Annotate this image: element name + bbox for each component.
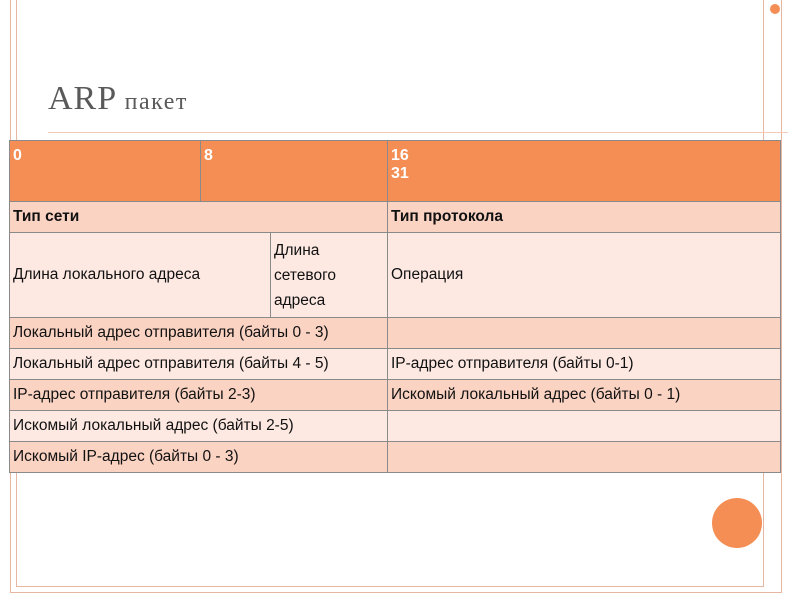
table-row	[10, 202, 781, 233]
cell-sender-ip-2-3: IP-адрес отправителя (байты 2-3)	[10, 380, 388, 411]
header-bit-31: 31	[391, 165, 409, 182]
header-bit-16: 16	[391, 147, 409, 164]
decorative-circle	[712, 498, 762, 548]
cell-network-type: Тип сети	[10, 202, 388, 233]
cell-empty	[388, 318, 781, 349]
table-row	[10, 442, 781, 473]
cell-sender-ip-0-1: IP-адрес отправителя (байты 0-1)	[388, 349, 781, 380]
decorative-dot-small	[770, 4, 780, 14]
title-divider	[48, 132, 788, 133]
header-row	[10, 141, 781, 202]
cell-sender-local-address-4-5: Локальный адрес отправителя (байты 4 - 5)	[10, 349, 388, 380]
table-row	[10, 411, 781, 442]
table-row	[10, 380, 781, 411]
table-row	[10, 233, 781, 318]
cell-sender-local-address-0-3: Локальный адрес отправителя (байты 0 - 3)	[10, 318, 388, 349]
table-row	[10, 349, 781, 380]
header-cell-16-31	[388, 141, 781, 202]
slide-title-main: ARP	[48, 80, 118, 117]
cell-target-local-address-0-1: Искомый локальный адрес (байты 0 - 1)	[388, 380, 781, 411]
cell-target-local-address-2-5: Искомый локальный адрес (байты 2-5)	[10, 411, 388, 442]
cell-operation: Операция	[388, 233, 781, 318]
header-cell-8: 8	[201, 141, 388, 202]
cell-protocol-type: Тип протокола	[388, 202, 781, 233]
header-cell-0: 0	[10, 141, 201, 202]
cell-local-address-length: Длина локального адреса	[10, 233, 271, 318]
table-row	[10, 318, 781, 349]
arp-packet-table	[9, 140, 781, 473]
cell-empty	[388, 442, 781, 473]
slide-title	[48, 80, 188, 118]
cell-empty	[388, 411, 781, 442]
slide-title-rest: пакет	[117, 89, 188, 115]
cell-target-ip-0-3: Искомый IP-адрес (байты 0 - 3)	[10, 442, 388, 473]
cell-network-address-length: Длина сетевого адреса	[271, 233, 388, 318]
